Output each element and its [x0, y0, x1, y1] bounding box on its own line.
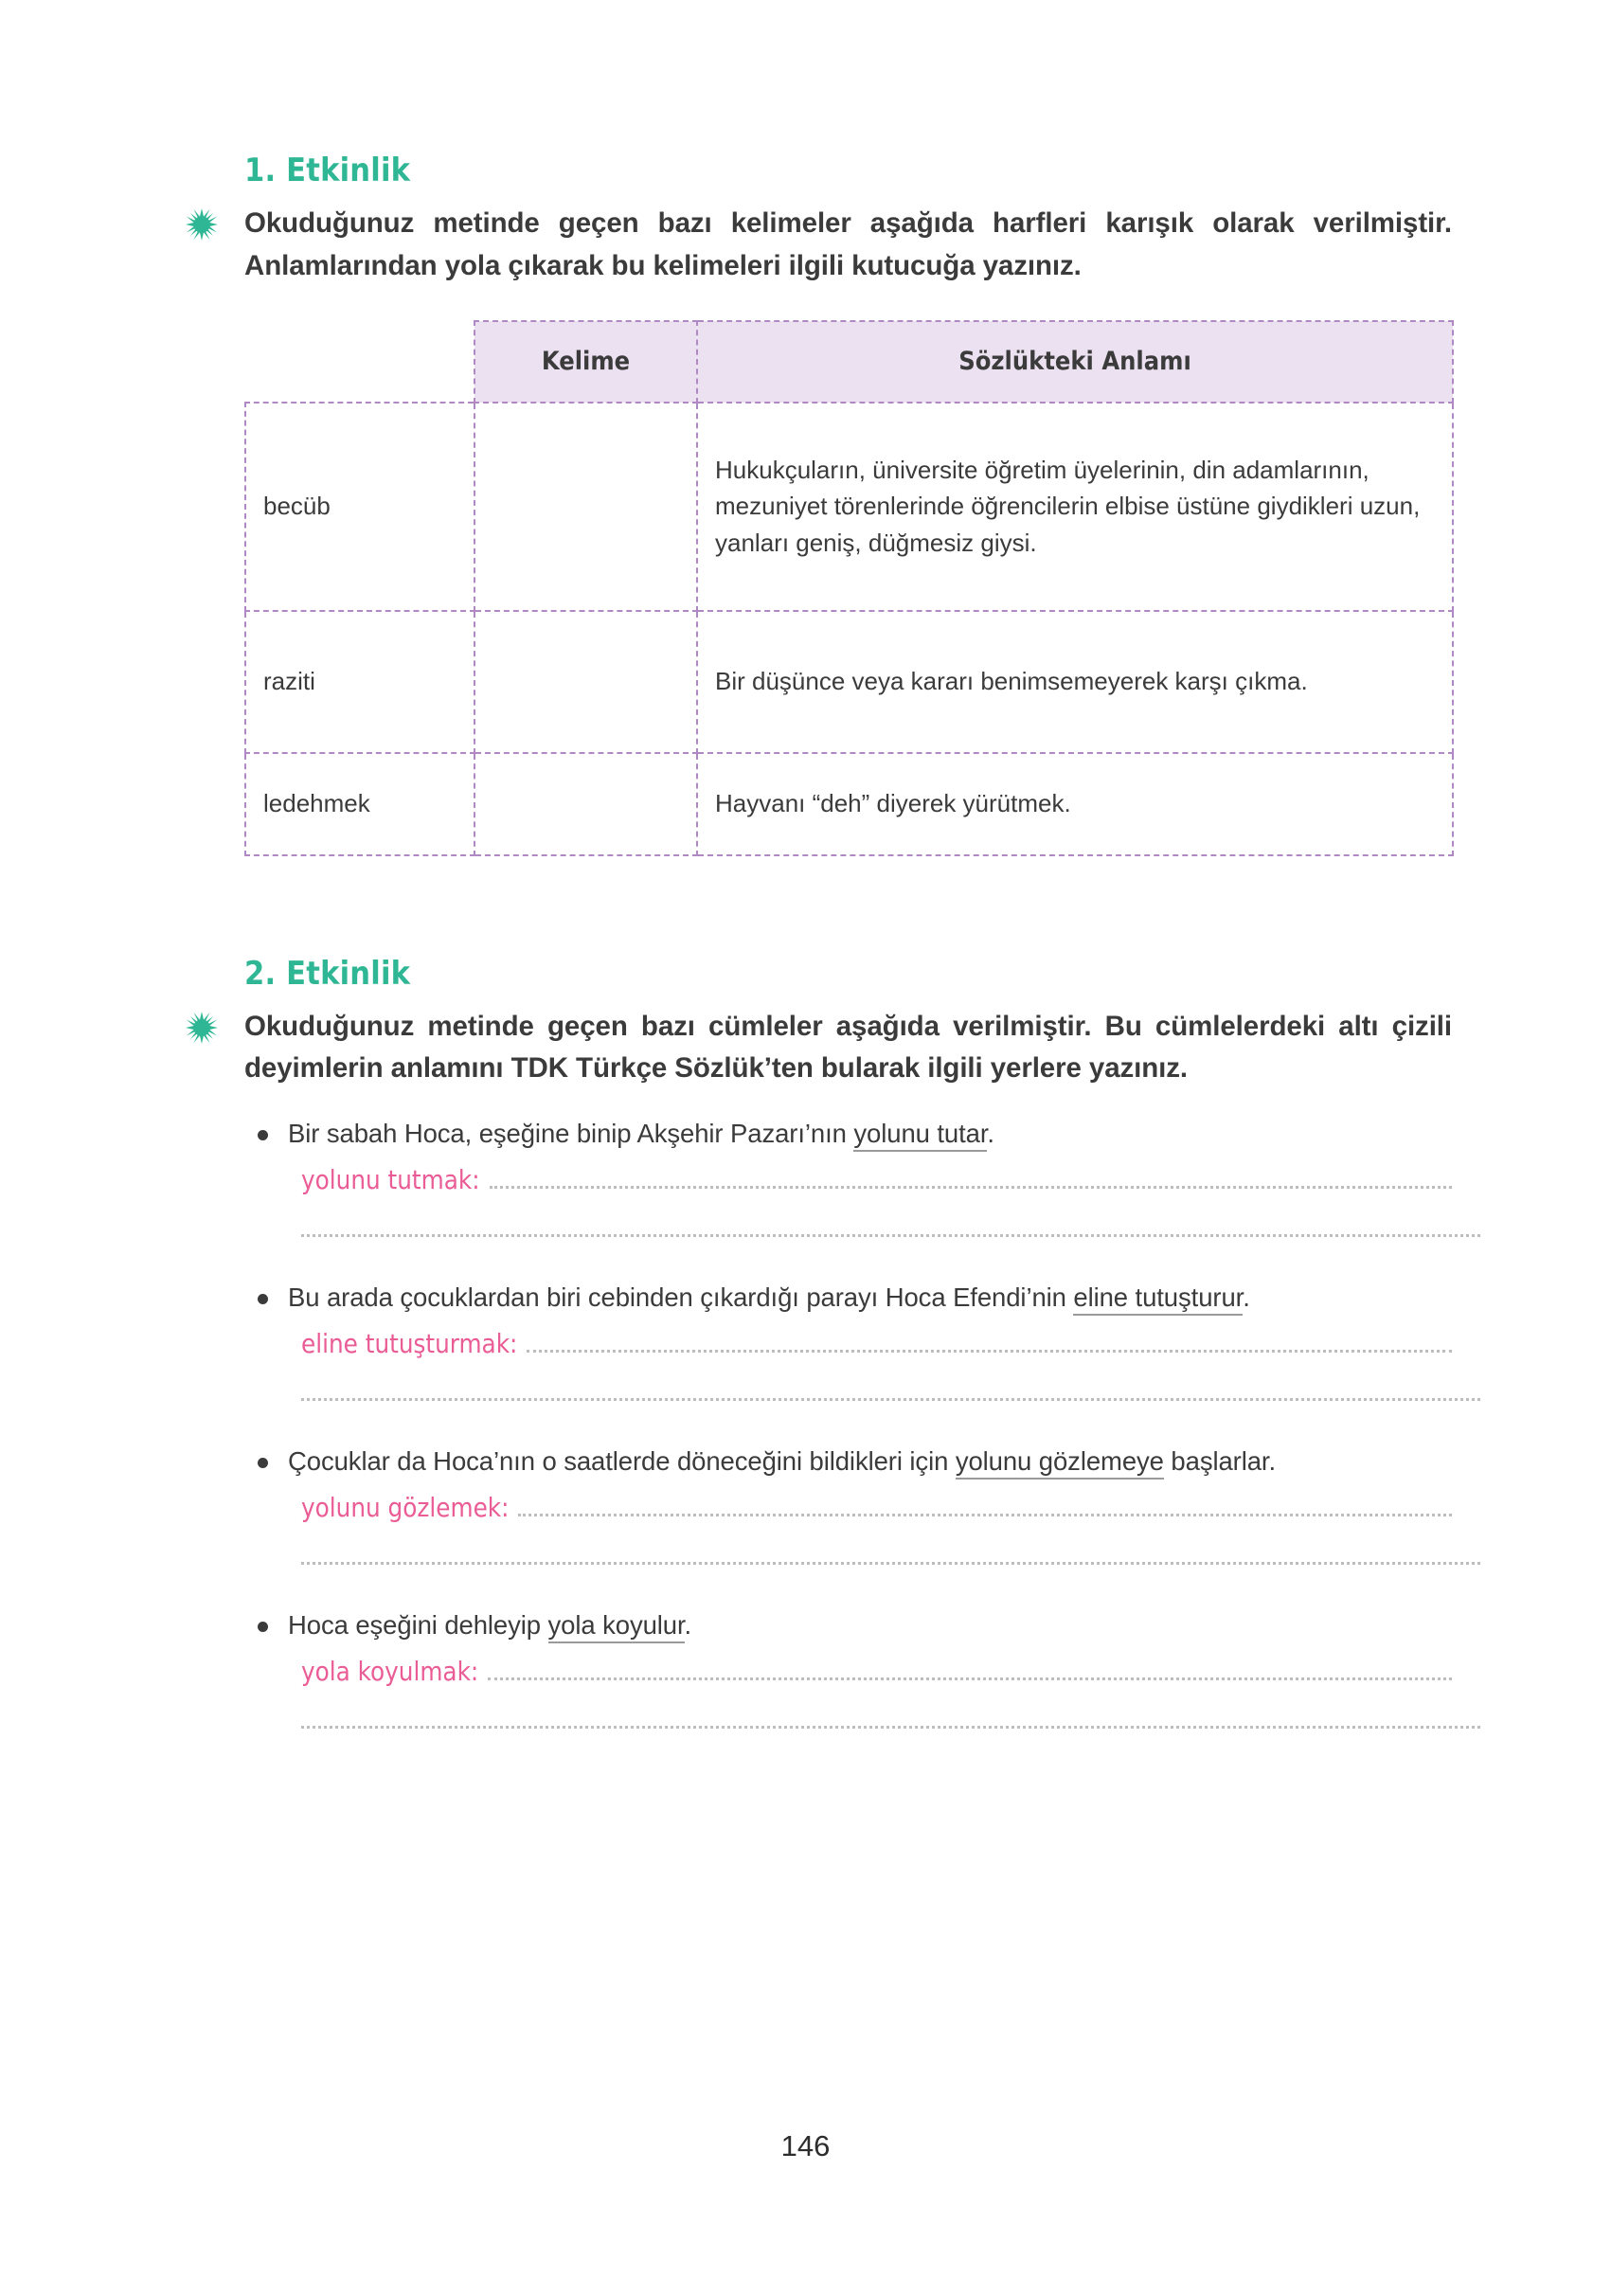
answer-blank-line[interactable]	[490, 1185, 1452, 1189]
table-header-empty-cell	[245, 321, 474, 403]
sentence-pre: Bu arada çocuklardan biri cebinden çıkardığı parayı Hoca Efendi’nin	[288, 1283, 1074, 1313]
bullet-dot-icon	[258, 1130, 268, 1140]
answer-cell[interactable]	[474, 753, 697, 855]
sentence-text	[288, 1115, 1452, 1152]
activity-2-instruction-text: Okuduğunuz metinde geçen bazı cümleler aşağıda verilmiştir. Bu cümlelerdeki altı çizili deyimlerin anlamını TDK Türkçe Sözlük’ten bularak ilgili yerlere yazınız.	[244, 1010, 1452, 1085]
scrambled-word-cell: ledehmek	[245, 753, 474, 855]
idiom-label: yolunu tutmak:	[301, 1165, 480, 1196]
activity-1-section	[244, 152, 1452, 856]
underlined-idiom: yolunu tutar	[853, 1119, 987, 1152]
answer-blank-line[interactable]	[527, 1349, 1452, 1353]
answer-blank-line-second[interactable]	[301, 1233, 1480, 1237]
answer-row	[288, 1493, 1452, 1523]
activity-1-instruction-row	[244, 203, 1452, 288]
activity-1-instruction-text: Okuduğunuz metinde geçen bazı kelimeler aşağıda harfleri karışık olarak verilmiştir. Anlamlarından yola çıkarak bu kelimeleri ilgili kutucuğa yazınız.	[244, 207, 1452, 281]
idiom-label: eline tutuşturmak:	[301, 1329, 518, 1360]
activity-2-heading: 2. Etkinlik	[244, 954, 411, 993]
table-row	[245, 753, 1453, 855]
vocabulary-table-wrapper	[244, 320, 1452, 856]
answer-row	[288, 1329, 1452, 1359]
answer-blank-line-second[interactable]	[301, 1561, 1480, 1565]
answer-cell[interactable]	[474, 403, 697, 611]
activity-1-heading: 1. Etkinlik	[244, 152, 411, 189]
bullet-dot-icon	[258, 1622, 268, 1632]
page-content	[244, 152, 1452, 1770]
sentence-text	[288, 1443, 1452, 1480]
page-number: 146	[780, 2129, 831, 2162]
vocabulary-table	[244, 320, 1454, 856]
list-item	[244, 1279, 1452, 1401]
answer-blank-line[interactable]	[488, 1677, 1452, 1680]
meaning-cell: Hayvanı “deh” diyerek yürütmek.	[697, 753, 1453, 855]
scrambled-word-cell: raziti	[245, 611, 474, 753]
sentence-text	[288, 1606, 1452, 1643]
idiom-label: yola koyulmak:	[301, 1657, 479, 1688]
answer-cell[interactable]	[474, 611, 697, 753]
answer-blank-line-second[interactable]	[301, 1397, 1480, 1401]
table-header-sozlukteki-anlami: Sözlükteki Anlamı	[697, 321, 1453, 403]
list-item	[244, 1606, 1452, 1729]
answer-blank-line[interactable]	[518, 1513, 1452, 1516]
idiom-label: yolunu gözlemek:	[301, 1493, 510, 1524]
activity-2-instruction-row	[244, 1006, 1452, 1091]
underlined-idiom: eline tutuşturur	[1073, 1283, 1243, 1316]
table-header-kelime: Kelime	[474, 321, 697, 403]
underlined-idiom: yolunu gözlemeye	[956, 1446, 1164, 1480]
sentence-post: .	[1243, 1283, 1250, 1313]
sentence-post: başlarlar.	[1163, 1446, 1277, 1477]
list-item	[244, 1443, 1452, 1565]
starburst-icon	[186, 1012, 218, 1044]
sentence-pre: Bir sabah Hoca, eşeğine binip Akşehir Pazarı’nın	[288, 1119, 854, 1149]
table-row	[245, 611, 1453, 753]
list-item	[244, 1115, 1452, 1237]
sentence-list	[244, 1115, 1452, 1729]
answer-blank-line-second[interactable]	[301, 1725, 1480, 1729]
meaning-cell: Hukukçuların, üniversite öğretim üyelerinin, din adamlarının, mezuniyet törenlerinde öğrencilerin elbise üstüne giydikleri uzun, yanları geniş, düğmesiz giysi.	[697, 403, 1453, 611]
sentence-pre: Çocuklar da Hoca’nın o saatlerde döneceğini bildikleri için	[288, 1446, 956, 1477]
table-header-row	[245, 321, 1453, 403]
underlined-idiom: yola koyulur	[548, 1610, 685, 1643]
bullet-dot-icon	[258, 1458, 268, 1468]
starburst-icon	[186, 208, 218, 241]
meaning-cell: Bir düşünce veya kararı benimsemeyerek karşı çıkma.	[697, 611, 1453, 753]
answer-row	[288, 1165, 1452, 1195]
bullet-dot-icon	[258, 1294, 268, 1304]
sentence-post: .	[987, 1119, 994, 1149]
scrambled-word-cell: becüb	[245, 403, 474, 611]
table-row	[245, 403, 1453, 611]
sentence-pre: Hoca eşeğini dehleyip	[288, 1610, 548, 1641]
activity-2-section	[244, 955, 1452, 1730]
answer-row	[288, 1657, 1452, 1687]
sentence-post: .	[684, 1610, 692, 1641]
sentence-text	[288, 1279, 1452, 1316]
